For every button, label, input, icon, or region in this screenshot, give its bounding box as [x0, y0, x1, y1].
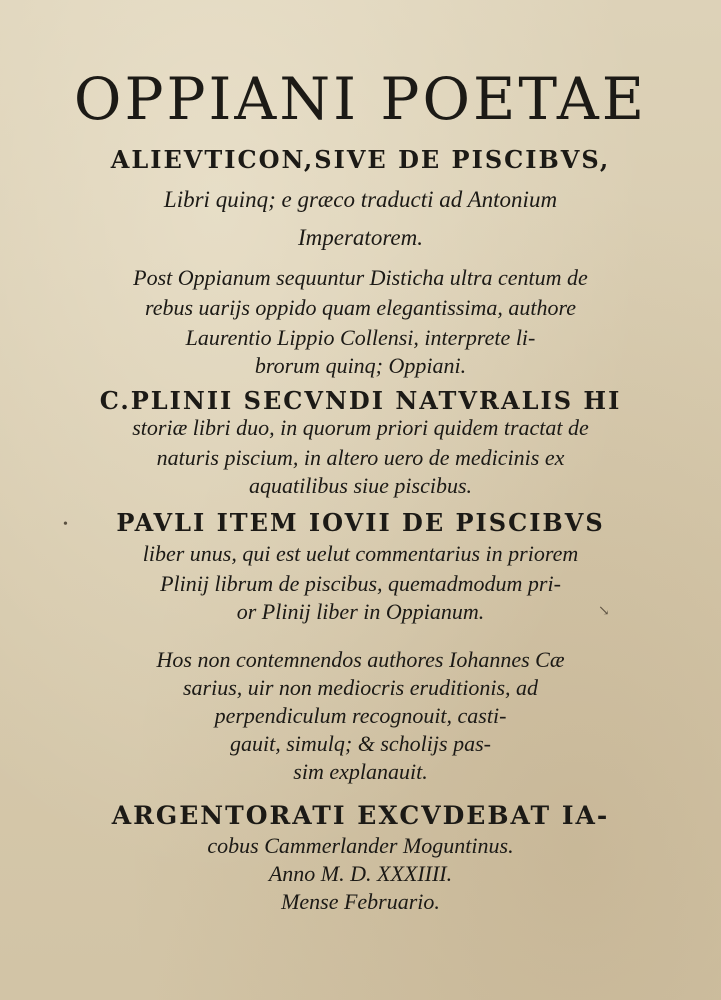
stray-mark: •	[63, 517, 68, 532]
iovius-heading: PAVLI ITEM IOVII DE PISCIBVS	[116, 508, 605, 537]
imprint-line-2: Anno M. D. XXXIIII.	[268, 861, 453, 886]
plinius-heading: C.PLINII SECVNDI NATVRALIS HI	[99, 386, 622, 415]
para4-line-3: perpendiculum recognouit, casti-	[214, 703, 507, 728]
para3-line-3: or Plinij liber in Oppianum.	[236, 599, 485, 624]
para4-line-5: sim explanauit.	[293, 759, 428, 784]
para1-line-1: Post Oppianum sequuntur Disticha ultra centum de	[133, 265, 588, 290]
subtitle-line-2: Imperatorem.	[298, 225, 423, 250]
para4-line-1: Hos non contemnendos authores Iohannes Cæ	[156, 647, 565, 672]
book-title: OPPIANI POETAE	[73, 65, 648, 133]
para2-line-3: aquatilibus siue piscibus.	[248, 473, 473, 498]
imprint-heading: ARGENTORATI EXCVDEBAT IA-	[111, 801, 610, 830]
para3-line-1: liber unus, qui est uelut commentarius in priorem	[142, 541, 579, 566]
imprint-line-3: Mense Februario.	[281, 889, 440, 914]
para1-line-4: brorum quinq; Oppiani.	[254, 353, 467, 378]
book-subtitle: ALIEVTICON,SIVE DE PISCIBVS,	[110, 145, 611, 174]
para4-line-2: sarius, uir non mediocris eruditionis, ad	[182, 675, 539, 700]
stray-mark: ↘	[598, 604, 610, 619]
para1-line-3: Laurentio Lippio Collensi, interprete li-	[185, 325, 536, 350]
para4-line-4: gauit, simulq; & scholijs pas-	[230, 731, 491, 756]
para2-line-1: storiæ libri duo, in quorum priori quidem tractat de	[132, 415, 589, 440]
para3-line-2: Plinij librum de piscibus, quemadmodum pri-	[160, 571, 561, 596]
para1-line-2: rebus uarijs oppido quam elegantissima, authore	[144, 295, 577, 320]
subtitle-line-1: Libri quinq; e græco traducti ad Antonium	[163, 187, 558, 212]
para2-line-2: naturis piscium, in altero uero de medicinis ex	[156, 445, 565, 470]
imprint-line-1: cobus Cammerlander Moguntinus.	[207, 833, 514, 858]
